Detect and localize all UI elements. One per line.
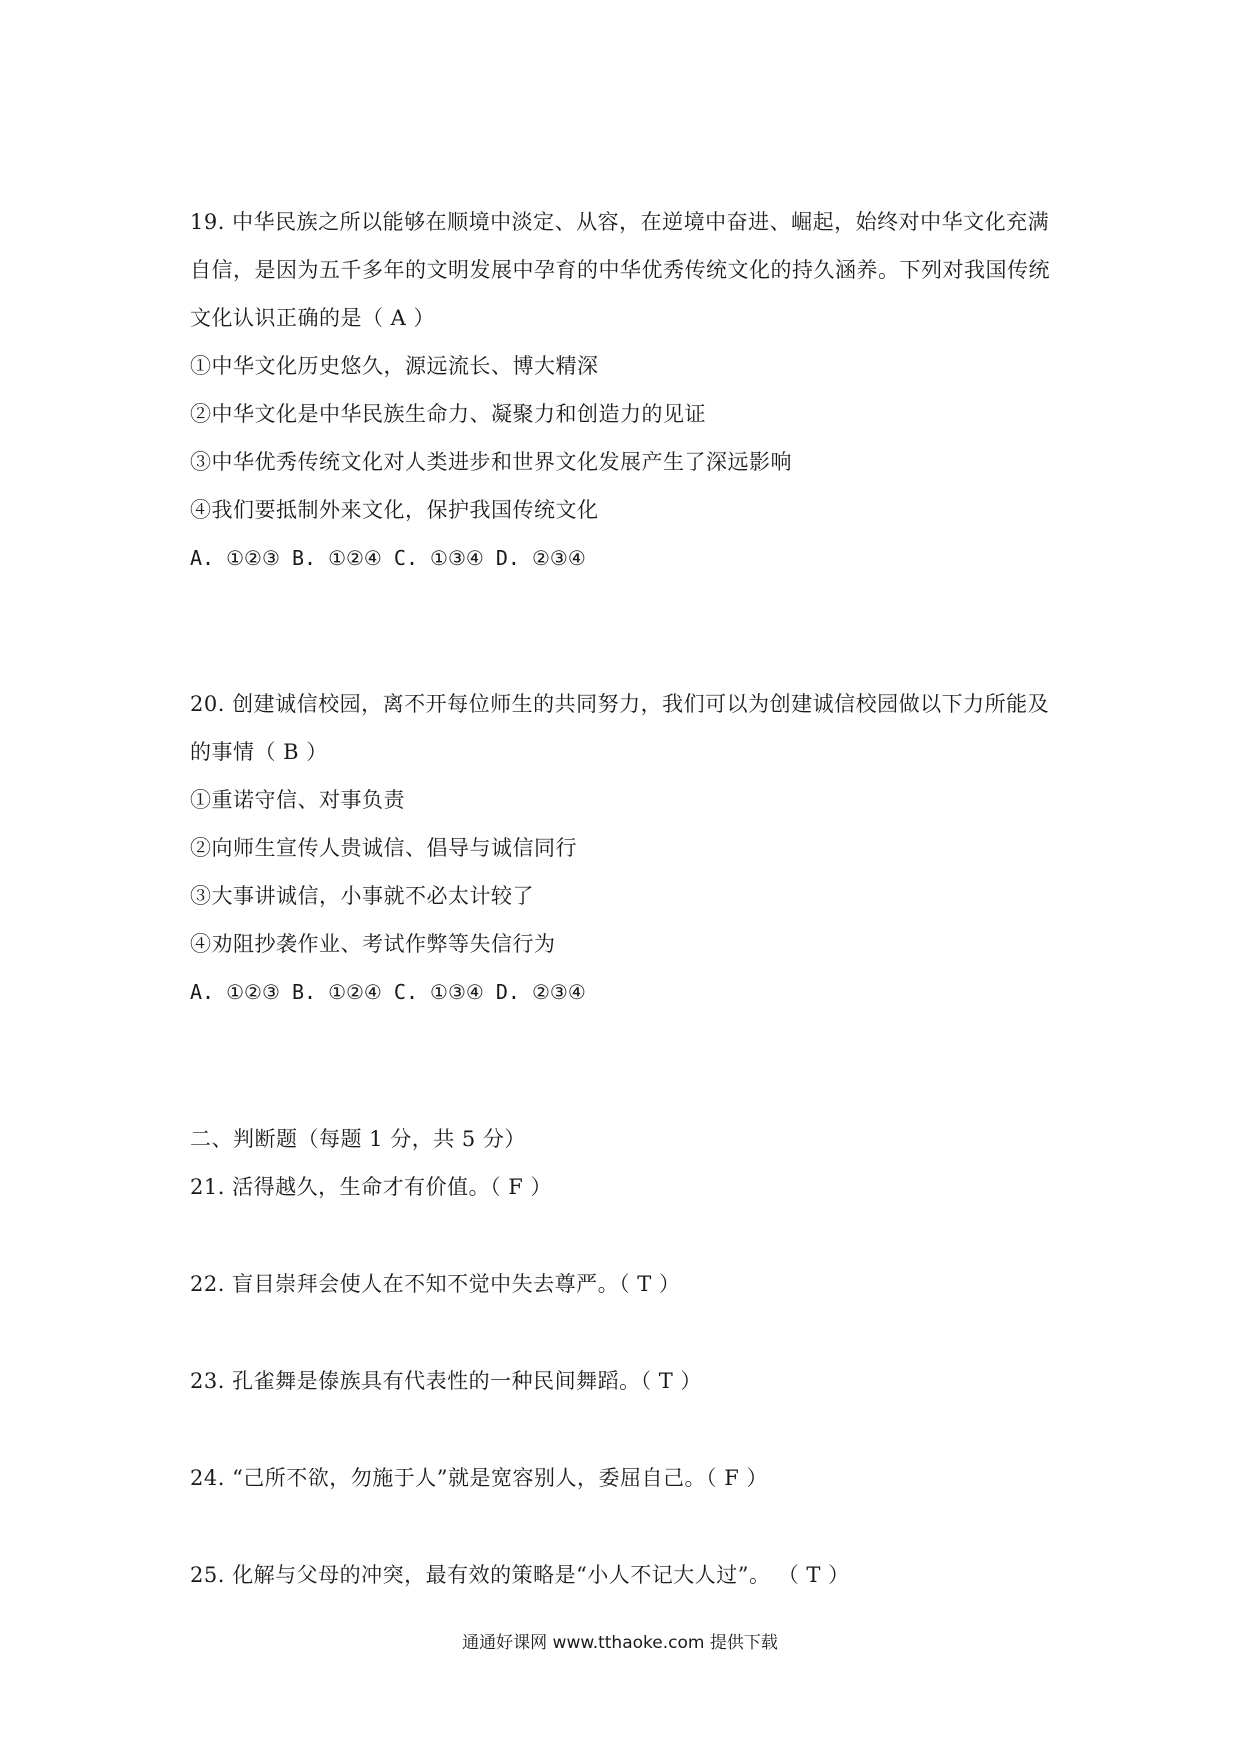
- q21: 21. 活得越久，生命才有价值。（ F ）: [190, 1175, 552, 1199]
- q20-stem-line-2: 的事情（ B ）: [190, 740, 328, 764]
- q19-stem-line-3: 文化认识正确的是（ A ）: [190, 306, 436, 330]
- q19-stem-line-1: 19. 中华民族之所以能够在顺境中淡定、从容，在逆境中奋进、崛起，始终对中华文化充满: [190, 210, 1050, 234]
- q19-stem-line-2: 自信，是因为五千多年的文明发展中孕育的中华优秀传统文化的持久涵养。下列对我国传统: [190, 258, 1050, 282]
- q19-statement-3: ③中华优秀传统文化对人类进步和世界文化发展产生了深远影响: [190, 450, 792, 474]
- q19-statement-2: ②中华文化是中华民族生命力、凝聚力和创造力的见证: [190, 402, 706, 426]
- q20-stem-line-1: 20. 创建诚信校园，离不开每位师生的共同努力，我们可以为创建诚信校园做以下力所能及: [190, 692, 1050, 716]
- footer-watermark: 通通好课网 www.tthaoke.com 提供下载: [462, 1633, 778, 1653]
- q20-statement-3: ③大事讲诚信，小事就不必太计较了: [190, 884, 534, 908]
- q20-statement-2: ②向师生宣传人贵诚信、倡导与诚信同行: [190, 836, 577, 860]
- q24: 24. “己所不欲，勿施于人”就是宽容别人，委屈自己。（ F ）: [190, 1466, 768, 1490]
- q19-statement-1: ①中华文化历史悠久，源远流长、博大精深: [190, 354, 599, 378]
- q23: 23. 孔雀舞是傣族具有代表性的一种民间舞蹈。（ T ）: [190, 1369, 702, 1393]
- q20-statement-4: ④劝阻抄袭作业、考试作弊等失信行为: [190, 932, 556, 956]
- section-heading: 二、判断题（每题 1 分，共 5 分）: [190, 1127, 526, 1151]
- q19-statement-4: ④我们要抵制外来文化，保护我国传统文化: [190, 498, 599, 522]
- q25: 25. 化解与父母的冲突，最有效的策略是“小人不记大人过”。 （ T ）: [190, 1563, 850, 1587]
- q19-options: A. ①②③ B. ①②④ C. ①③④ D. ②③④: [190, 546, 586, 570]
- q22: 22. 盲目崇拜会使人在不知不觉中失去尊严。（ T ）: [190, 1272, 681, 1296]
- q20-statement-1: ①重诺守信、对事负责: [190, 788, 405, 812]
- q20-options: A. ①②③ B. ①②④ C. ①③④ D. ②③④: [190, 980, 586, 1004]
